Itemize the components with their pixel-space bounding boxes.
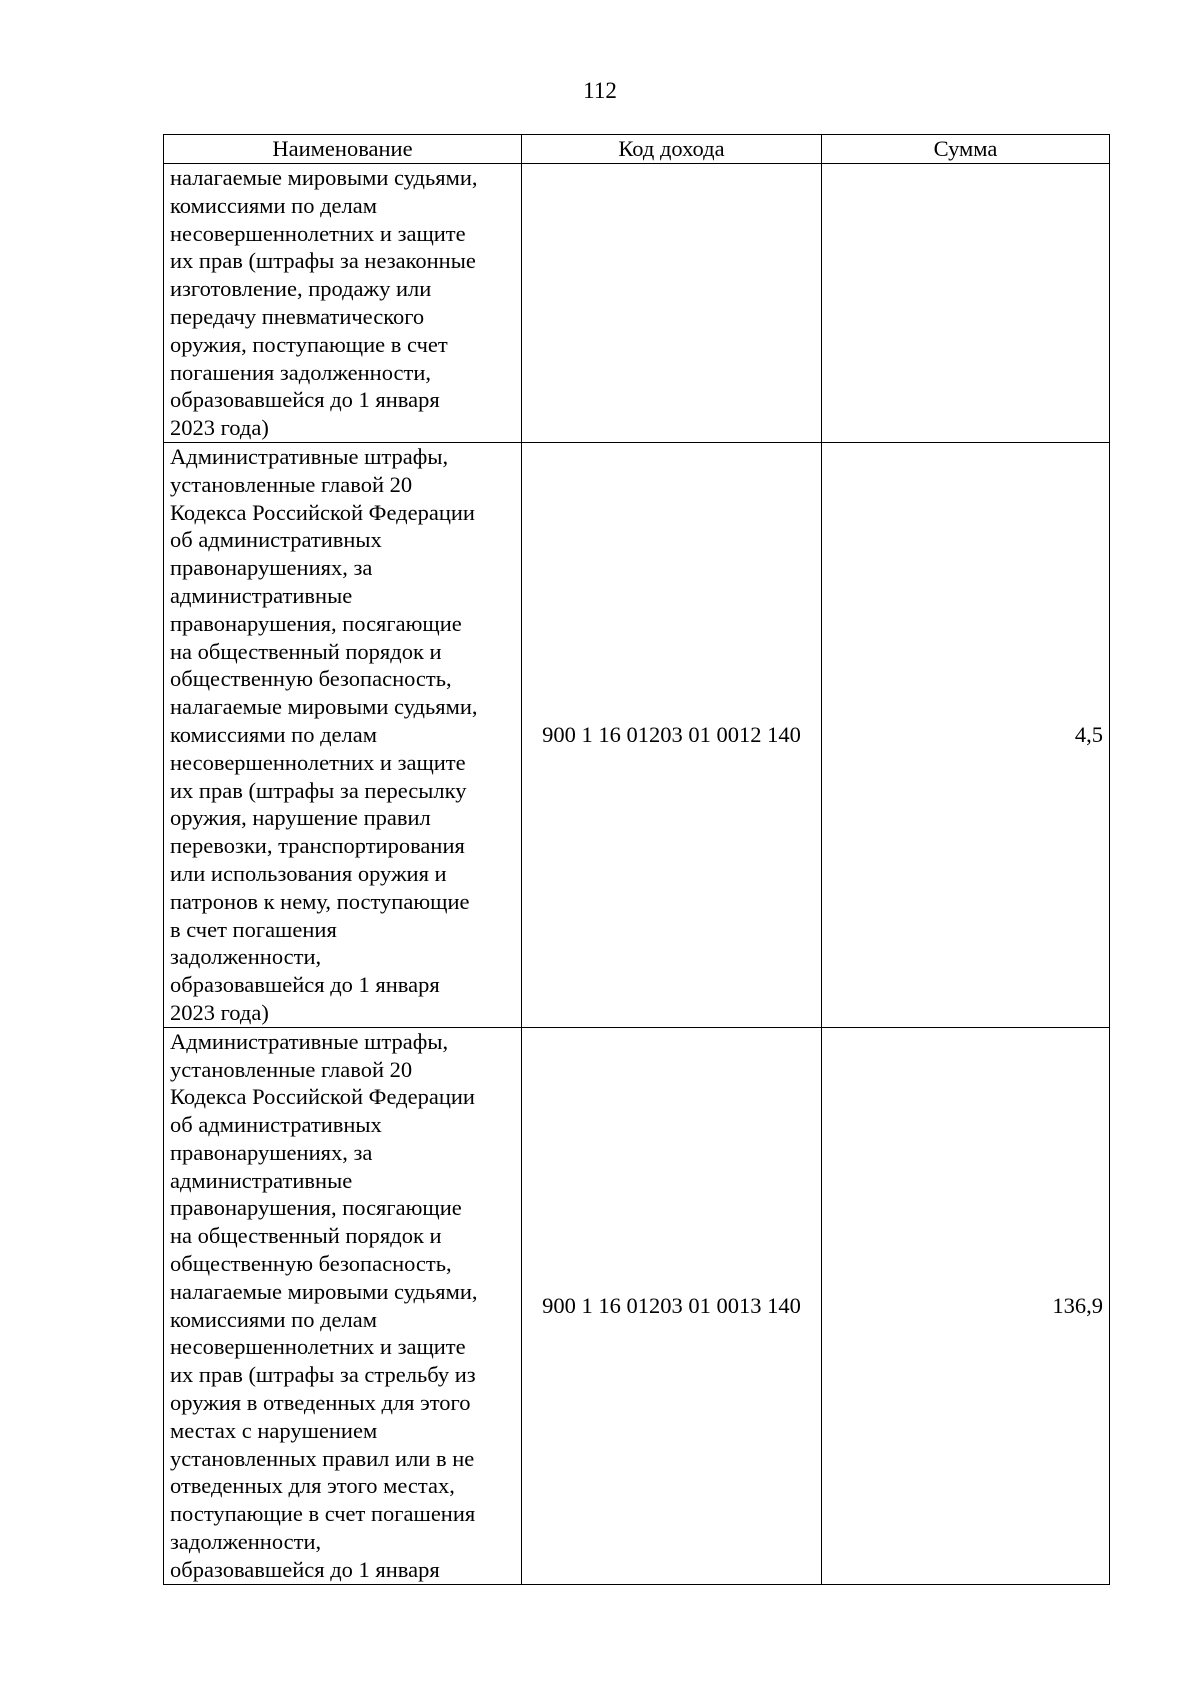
name-line: общественную безопасность, — [170, 1251, 452, 1277]
name-line: их прав (штрафы за незаконные — [170, 248, 476, 274]
name-line: оружия в отведенных для этого — [170, 1390, 471, 1416]
page-number: 112 — [583, 78, 617, 103]
name-line: на общественный порядок и — [170, 638, 442, 664]
name-line: в счет погашения — [170, 916, 337, 942]
cell-code: 900 1 16 01203 01 0013 140 — [522, 1027, 822, 1584]
table-header — [164, 135, 1110, 164]
name-line: об административных — [170, 527, 382, 553]
name-line: передачу пневматического — [170, 303, 425, 329]
name-line: административные — [170, 582, 353, 608]
name-line: на общественный порядок и — [170, 1223, 442, 1249]
name-line: отведенных для этого местах, — [170, 1473, 455, 1499]
cell-name — [164, 164, 522, 443]
name-line: несовершеннолетних и защите — [170, 1334, 466, 1360]
name-line: патронов к нему, поступающие — [170, 888, 470, 914]
name-line: их прав (штрафы за пересылку — [170, 777, 467, 803]
name-line: 2023 года) — [170, 415, 269, 441]
name-line: налагаемые мировыми судьями, — [170, 1278, 478, 1304]
name-line: правонарушения, посягающие — [170, 1195, 462, 1221]
name-line: правонарушения, посягающие — [170, 610, 462, 636]
name-line: изготовление, продажу или — [170, 276, 432, 302]
table-body — [164, 164, 1110, 1585]
revenue-table — [163, 134, 1110, 1585]
name-line: установленные главой 20 — [170, 1056, 413, 1082]
cell-code — [522, 164, 822, 443]
name-line: Административные штрафы, — [170, 1028, 449, 1054]
name-line: их прав (штрафы за стрельбу из — [170, 1362, 476, 1388]
name-line: задолженности, — [170, 1529, 322, 1555]
name-line: или использования оружия и — [170, 860, 447, 886]
name-line: поступающие в счет погашения — [170, 1501, 476, 1527]
name-line: административные — [170, 1167, 353, 1193]
name-line: налагаемые мировыми судьями, — [170, 165, 478, 190]
name-line: правонарушениях, за — [170, 555, 373, 581]
name-line: Кодекса Российской Федерации — [170, 499, 475, 525]
name-line: задолженности, — [170, 944, 322, 970]
name-line: погашения задолженности, — [170, 359, 431, 385]
cell-name — [164, 442, 522, 1027]
header-sum: Сумма — [822, 135, 1110, 164]
name-line: комиссиями по делам — [170, 1306, 377, 1332]
name-line: несовершеннолетних и защите — [170, 749, 466, 775]
name-line: местах с нарушением — [170, 1417, 378, 1443]
header-code: Код дохода — [522, 135, 822, 164]
name-line: оружия, поступающие в счет — [170, 331, 448, 357]
name-line: об административных — [170, 1112, 382, 1138]
name-line: правонарушениях, за — [170, 1139, 373, 1165]
cell-sum: 4,5 — [822, 442, 1110, 1027]
name-line: образовавшейся до 1 января — [170, 1556, 440, 1582]
name-line: Кодекса Российской Федерации — [170, 1084, 475, 1110]
cell-sum — [822, 164, 1110, 443]
name-line: оружия, нарушение правил — [170, 805, 431, 831]
header-name: Наименование — [164, 135, 522, 164]
cell-name — [164, 1027, 522, 1584]
name-line: комиссиями по делам — [170, 721, 377, 747]
table-row — [164, 1027, 1110, 1584]
name-line: 2023 года) — [170, 999, 269, 1025]
table-row — [164, 164, 1110, 443]
name-line: установленных правил или в не — [170, 1445, 475, 1471]
name-line: образовавшейся до 1 января — [170, 387, 440, 413]
name-line: образовавшейся до 1 января — [170, 972, 440, 998]
cell-code: 900 1 16 01203 01 0012 140 — [522, 442, 822, 1027]
name-line: установленные главой 20 — [170, 471, 413, 497]
table-row — [164, 442, 1110, 1027]
name-line: перевозки, транспортирования — [170, 833, 465, 859]
name-line: комиссиями по делам — [170, 192, 377, 218]
name-line: Административные штрафы, — [170, 443, 449, 469]
cell-sum: 136,9 — [822, 1027, 1110, 1584]
name-line: общественную безопасность, — [170, 666, 452, 692]
header-row — [164, 135, 1110, 164]
name-line: несовершеннолетних и защите — [170, 220, 466, 246]
name-line: налагаемые мировыми судьями, — [170, 694, 478, 720]
